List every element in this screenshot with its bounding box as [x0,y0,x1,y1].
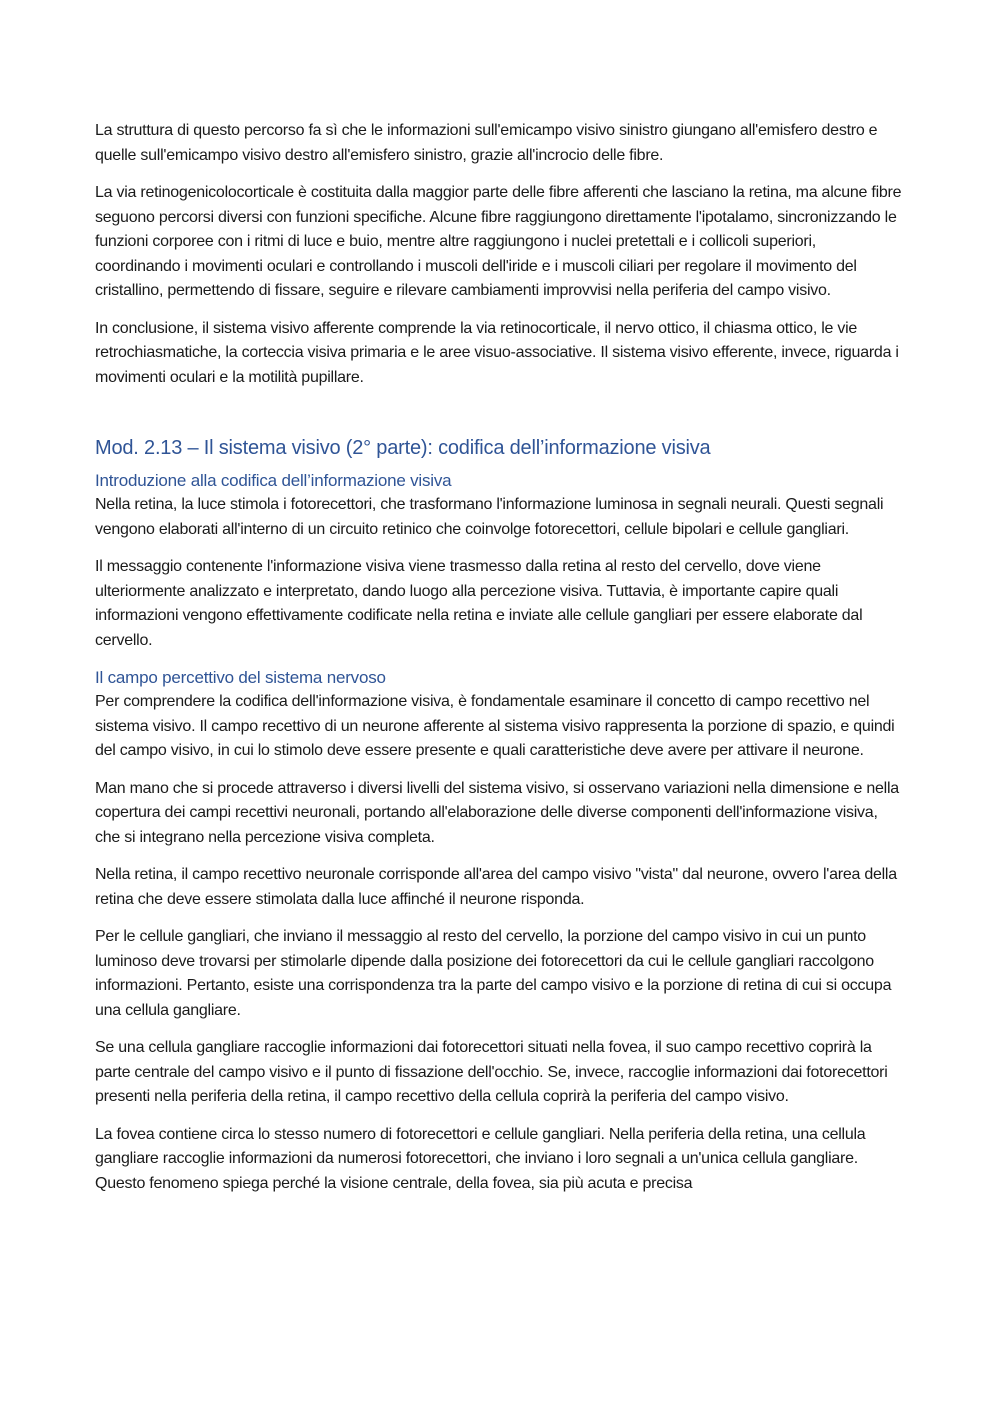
section2-paragraph-1: Per comprendere la codifica dell'informazione visiva, è fondamentale esaminare il concetto di campo recettivo nel sistema visivo. Il campo recettivo di un neurone afferente al sistema visivo rappresenta la porzione di spazio, e quindi del campo visivo, in cui lo stimolo deve essere presente e quali caratteristiche deve avere per attivare il neurone. [95,693,895,759]
section1-paragraph-1: Nella retina, la luce stimola i fotorecettori, che trasformano l'informazione luminosa in segnali neurali. Questi segnali vengono elaborati all'interno di un circuito retinico che coinvolge fotorecettori, cellule bipolari e cellule gangliari. [95,496,884,538]
section2-paragraph-6: La fovea contiene circa lo stesso numero di fotorecettori e cellule gangliari. Nella periferia della retina, una cellula gangliare raccoglie informazioni da numerosi fotorecettori, che inviano i loro segnali a un'unica cellula gangliare. Questo fenomeno spiega perché la visione centrale, della fovea, sia più acuta e precisa [95,1125,866,1192]
section2-paragraph-5: Se una cellula gangliare raccoglie informazioni dai fotorecettori situati nella fovea, il suo campo recettivo coprirà la parte centrale del campo visivo e il punto di fissazione dell'occhio. Se, invece, raccoglie informazioni dai fotorecettori presenti nella periferia della retina, il campo recettivo della cellula coprirà la periferia del campo visivo. [95,1039,888,1105]
document-page [95,119,905,1209]
section-heading-introduzione: Introduzione alla codifica dell’informazione visiva [95,471,452,490]
section-heading-campo-percettivo: Il campo percettivo del sistema nervoso [95,668,386,687]
module-heading: Mod. 2.13 – Il sistema visivo (2° parte): codifica dell’informazione visiva [95,437,711,459]
intro-paragraph-3: In conclusione, il sistema visivo afferente comprende la via retinocorticale, il nervo ottico, il chiasma ottico, le vie retrochiasmatiche, la corteccia visiva primaria e le aree visuo-associative. Il sistema visivo efferente, invece, riguarda i movimenti oculari e la motilità pupillare. [95,319,899,386]
intro-paragraph-2: La via retinogenicolocorticale è costituita dalla maggior parte delle fibre afferenti che lasciano la retina, ma alcune fibre seguono percorsi diversi con funzioni specifiche. Alcune fibre raggiungono direttamente l'ipotalamo, sincronizzando le funzioni corporee con i ritmi di luce e buio, mentre altre raggiungono i nuclei pretettali e i collicoli superiori, coordinando i movimenti oculari e controllando i muscoli dell'iride e i muscoli ciliari per regolare il movimento del cristallino, permettendo di fissare, seguire e rilevare cambiamenti improvvisi nella periferia del campo visivo. [95,184,902,299]
section2-paragraph-2: Man mano che si procede attraverso i diversi livelli del sistema visivo, si osservano variazioni nella dimensione e nella copertura dei campi recettivi neuronali, portando all'elaborazione delle diverse componenti dell'informazione visiva, che si integrano nella percezione visiva completa. [95,779,899,846]
intro-paragraph-1: La struttura di questo percorso fa sì che le informazioni sull'emicampo visivo sinistro giungano all'emisfero destro e quelle sull'emicampo visivo destro all'emisfero sinistro, grazie all'incrocio delle fibre. [95,122,878,164]
section2-paragraph-4: Per le cellule gangliari, che inviano il messaggio al resto del cervello, la porzione del campo visivo in cui un punto luminoso deve trovarsi per stimolarle dipende dalla posizione dei fotorecettori da cui le cellule gangliari raccolgono informazioni. Pertanto, esiste una corrispondenza tra la parte del campo visivo e la porzione di retina di cui si occupa una cellula gangliare. [95,928,892,1019]
section2-paragraph-3: Nella retina, il campo recettivo neuronale corrisponde all'area del campo visivo "vista" dal neurone, ovvero l'area della retina che deve essere stimolata dalla luce affinché il neurone risponda. [95,866,897,908]
section1-paragraph-2: Il messaggio contenente l'informazione visiva viene trasmesso dalla retina al resto del cervello, dove viene ulteriormente analizzato e interpretato, dando luogo alla percezione visiva. Tuttavia, è importante capire quali informazioni vengono effettivamente codificate nella retina e inviate alle cellule gangliari per essere elaborate dal cervello. [95,558,863,649]
